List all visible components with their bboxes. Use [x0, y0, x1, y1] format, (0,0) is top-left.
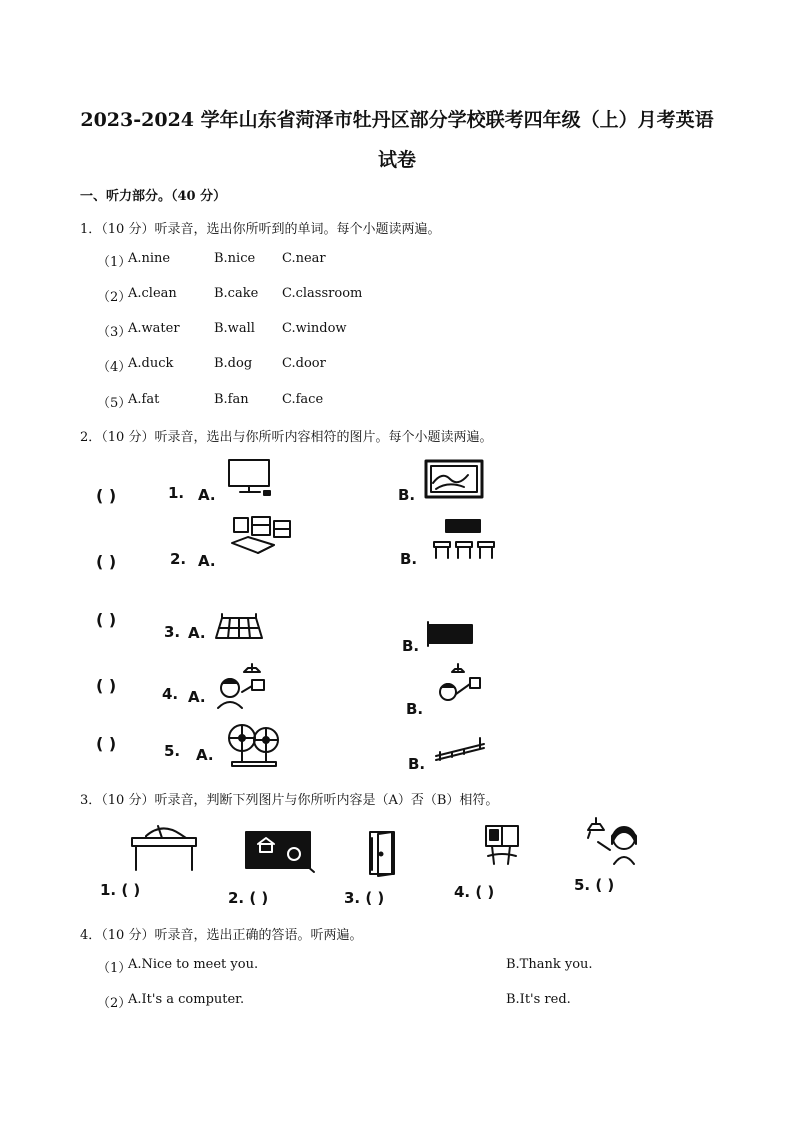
- q3-answer-label[interactable]: 4. ( ): [454, 883, 495, 901]
- computer-monitor-icon: [226, 458, 274, 498]
- q4-row-number: （1）: [97, 961, 132, 976]
- q2-answer-blank[interactable]: ( ): [96, 734, 117, 753]
- q1-option-c: C.classroom: [282, 286, 363, 301]
- q2-stem: 2．（10 分）听录音，选出与你所听内容相符的图片。每个小题读两遍。: [80, 430, 493, 445]
- q3-answer-label[interactable]: 3. ( ): [344, 889, 385, 907]
- q4-option-a: A.Nice to meet you.: [128, 957, 259, 972]
- page-title: [60, 100, 734, 180]
- q2-item-number: 5.: [164, 742, 181, 760]
- q1-row-number: （5）: [97, 396, 132, 411]
- q2-option-b-label: B.: [402, 637, 420, 655]
- q3-answer-label[interactable]: 1. ( ): [100, 881, 141, 899]
- ceiling-light-icon: [434, 734, 488, 764]
- q2-option-a-label: A.: [188, 624, 206, 642]
- wall-icon: [426, 622, 476, 648]
- floor-icon: [214, 614, 264, 644]
- boy-light-small-icon: [432, 664, 486, 710]
- blackboard-icon: [244, 830, 316, 874]
- q2-answer-blank[interactable]: ( ): [96, 676, 117, 695]
- desk-cap-icon: [128, 822, 200, 872]
- q2-option-a-label: A.: [196, 746, 214, 764]
- q2-option-a-label: A.: [198, 486, 216, 504]
- q1-stem: 1．（10 分）听录音，选出你所听到的单词。每个小题读两遍。: [80, 222, 441, 237]
- window-icon: [482, 822, 524, 868]
- q2-item-number: 2.: [170, 550, 187, 568]
- q1-option-c: C.door: [282, 356, 326, 371]
- q2-option-b-label: B.: [398, 486, 416, 504]
- boy-light-icon: [212, 662, 274, 710]
- q2-answer-blank[interactable]: ( ): [96, 552, 117, 571]
- q1-option-a: A.duck: [128, 356, 174, 371]
- q1-option-c: C.near: [282, 251, 326, 266]
- q2-option-b-label: B.: [406, 700, 424, 718]
- q2-item-number: 1.: [168, 484, 185, 502]
- q1-option-a: A.clean: [128, 286, 177, 301]
- q1-row-number: （1）: [97, 255, 132, 270]
- q2-option-a-label: A.: [198, 552, 216, 570]
- q2-option-b-label: B.: [400, 550, 418, 568]
- q2-option-b-label: B.: [408, 755, 426, 773]
- fans-icon: [226, 722, 282, 768]
- blackboard-desks-icon: [432, 518, 498, 560]
- title-line-1: 2023-2024 学年山东省菏泽市牡丹区部分学校联考四年级（上）月考英语: [80, 109, 714, 131]
- q2-item-number: 4.: [162, 685, 179, 703]
- q3-stem: 3．（10 分）听录音，判断下列图片与你所听内容是（A）否（B）相符。: [80, 793, 499, 808]
- q4-option-a: A.It's a computer.: [128, 992, 245, 1007]
- q1-row-number: （4）: [97, 360, 132, 375]
- q1-option-b: B.nice: [214, 251, 256, 266]
- q2-answer-blank[interactable]: ( ): [96, 486, 117, 505]
- q1-option-b: B.wall: [214, 321, 255, 336]
- q1-option-b: B.cake: [214, 286, 259, 301]
- q4-option-b: B.Thank you.: [506, 957, 593, 972]
- q1-option-b: B.fan: [214, 392, 249, 407]
- q2-item-number: 3.: [164, 623, 181, 641]
- q4-stem: 4．（10 分）听录音，选出正确的答语。听两遍。: [80, 928, 363, 943]
- q4-row-number: （2）: [97, 996, 132, 1011]
- q1-option-a: A.nine: [128, 251, 171, 266]
- title-line-2: 试卷: [377, 149, 416, 171]
- girl-light-icon: [586, 818, 646, 866]
- q4-option-b: B.It's red.: [506, 992, 571, 1007]
- q2-answer-blank[interactable]: ( ): [96, 610, 117, 629]
- tv-picture-icon: [424, 459, 484, 499]
- q3-answer-label[interactable]: 2. ( ): [228, 889, 269, 907]
- q1-row-number: （2）: [97, 290, 132, 305]
- q1-option-a: A.fat: [128, 392, 160, 407]
- classroom-desks-icon: [228, 515, 298, 557]
- q1-option-c: C.face: [282, 392, 324, 407]
- door-icon: [366, 830, 406, 878]
- q3-answer-label[interactable]: 5. ( ): [574, 876, 615, 894]
- q2-option-a-label: A.: [188, 688, 206, 706]
- q1-row-number: （3）: [97, 325, 132, 340]
- q1-option-b: B.dog: [214, 356, 253, 371]
- q1-option-c: C.window: [282, 321, 347, 336]
- section-heading-listening: 一、听力部分。（40 分）: [80, 189, 227, 204]
- q1-option-a: A.water: [128, 321, 180, 336]
